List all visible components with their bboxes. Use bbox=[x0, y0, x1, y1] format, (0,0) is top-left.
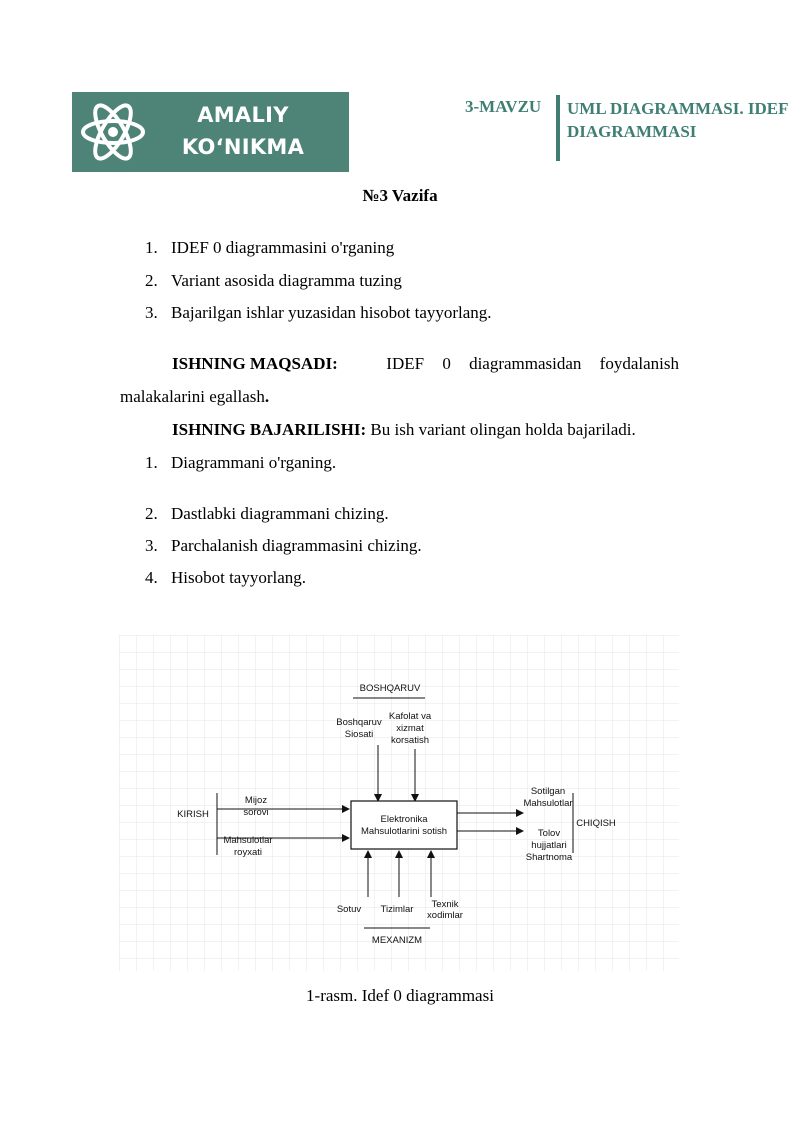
mechanism-2-label: Tizimlar bbox=[380, 904, 414, 915]
task-heading: №3 Vazifa bbox=[362, 186, 438, 205]
task-text: Bajarilgan ishlar yuzasidan hisobot tayyorlang. bbox=[171, 303, 492, 322]
mechanism-group-label: MEXANIZM bbox=[371, 935, 423, 946]
step-number: 1. bbox=[145, 453, 158, 472]
execution-label: ISHNING BAJARILISHI: bbox=[172, 420, 367, 439]
goal-line-2 bbox=[120, 387, 269, 407]
output-2-label-line-3: Shartnoma bbox=[525, 852, 573, 863]
goal-label: ISHNING MAQSADI: bbox=[172, 354, 338, 373]
control-2-label-line-2: xizmat bbox=[396, 723, 424, 734]
atom-icon bbox=[78, 97, 148, 167]
header-divider bbox=[556, 95, 560, 161]
step-text: Dastlabki diagrammani chizing. bbox=[171, 504, 389, 523]
input-group-label: KIRISH bbox=[177, 809, 209, 820]
execution-text: Bu ish variant olingan holda bajariladi. bbox=[370, 420, 636, 439]
step-text: Diagrammani o'rganing. bbox=[171, 453, 337, 472]
execution-line bbox=[172, 420, 636, 440]
step-text: Parchalanish diagrammasini chizing. bbox=[171, 536, 422, 555]
mechanism-3-label-line-2: xodimlar bbox=[427, 910, 463, 921]
goal-period: . bbox=[264, 387, 270, 406]
topic-title-line-1: UML DIAGRAMMASI. IDEF bbox=[567, 99, 789, 118]
task-text: Variant asosida diagramma tuzing bbox=[171, 271, 402, 290]
goal-text-2: malakalarini egallash bbox=[120, 387, 265, 406]
input-2-label-line-1: Mahsulotlar bbox=[223, 835, 273, 846]
control-1-label-line-2: Siosati bbox=[344, 729, 374, 740]
goal-text-1: IDEF 0 diagrammasidan foydalanish bbox=[386, 354, 679, 373]
topic-title bbox=[567, 97, 800, 143]
task-number: 3. bbox=[145, 303, 158, 322]
idef0-diagram bbox=[119, 635, 679, 971]
control-2-label-line-3: korsatish bbox=[390, 735, 430, 746]
output-1-label-line-2: Mahsulotlar bbox=[523, 798, 573, 809]
badge-line-1: AMALIY bbox=[197, 103, 289, 127]
control-group-label: BOSHQARUV bbox=[359, 683, 421, 694]
figure-caption: 1-rasm. Idef 0 diagrammasi bbox=[306, 986, 494, 1005]
mechanism-3-label-line-1: Texnik bbox=[431, 899, 459, 910]
step-number: 4. bbox=[145, 568, 158, 587]
process-label-line-2: Mahsulotlarini sotish bbox=[360, 826, 448, 837]
process-box bbox=[351, 801, 457, 849]
process-label-line-1: Elektronika bbox=[380, 814, 428, 825]
output-2-label-line-2: hujjatlari bbox=[531, 840, 567, 851]
control-1-label-line-1: Boshqaruv bbox=[336, 717, 382, 728]
goal-line-1 bbox=[172, 354, 679, 374]
task-number: 2. bbox=[145, 271, 158, 290]
step-number: 2. bbox=[145, 504, 158, 523]
step-number: 3. bbox=[145, 536, 158, 555]
output-2-label-line-1: Tolov bbox=[537, 828, 561, 839]
output-group-label: CHIQISH bbox=[576, 818, 616, 829]
control-2-label-line-1: Kafolat va bbox=[388, 711, 432, 722]
mavzu-label: 3-MAVZU bbox=[465, 97, 542, 116]
step-text: Hisobot tayyorlang. bbox=[171, 568, 307, 587]
input-1-label-line-2: sorovi bbox=[243, 807, 269, 818]
output-1-label-line-1: Sotilgan bbox=[530, 786, 566, 797]
badge-line-2: KO‘NIKMA bbox=[181, 135, 305, 159]
input-2-label-line-2: royxati bbox=[234, 847, 262, 858]
task-text: IDEF 0 diagrammasini o'rganing bbox=[171, 238, 395, 257]
mechanism-1-label: Sotuv bbox=[336, 904, 362, 915]
topic-title-line-2: DIAGRAMMASI bbox=[567, 122, 697, 141]
input-1-label-line-1: Mijoz bbox=[244, 795, 268, 806]
task-number: 1. bbox=[145, 238, 158, 257]
topic-badge bbox=[72, 92, 349, 172]
